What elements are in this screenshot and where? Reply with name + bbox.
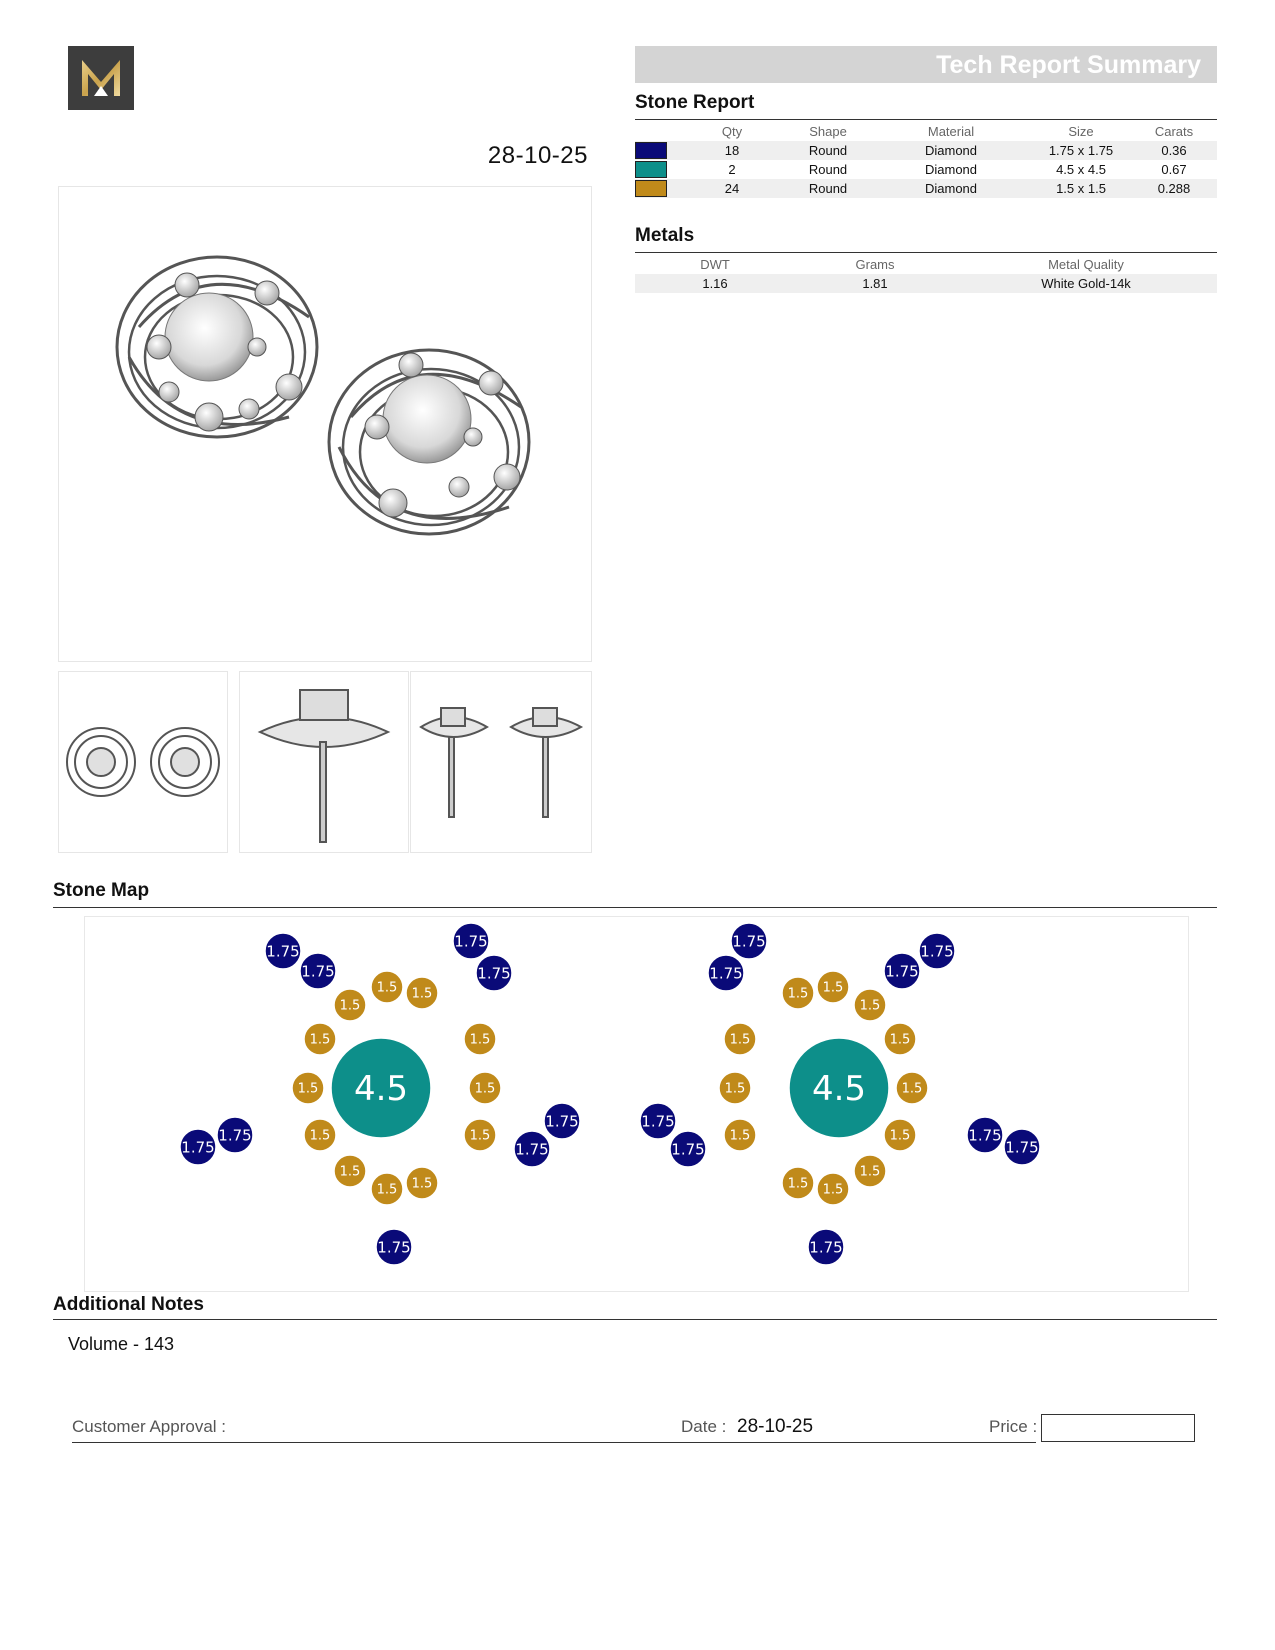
svg-text:1.5: 1.5 (309, 1032, 331, 1048)
table-row: 24 Round Diamond 1.5 x 1.5 0.288 (635, 179, 1217, 198)
stone-1-5 (304, 1119, 336, 1151)
report-title-bar (635, 46, 1217, 83)
stone-1-5 (469, 1072, 501, 1104)
color-swatch (635, 142, 667, 159)
stone-1-75 (217, 1117, 253, 1153)
color-swatch (635, 180, 667, 197)
svg-text:1.5: 1.5 (822, 980, 844, 996)
stone-1-75 (544, 1103, 580, 1139)
svg-text:1.5: 1.5 (724, 1081, 746, 1097)
report-title: Tech Report Summary (936, 51, 1201, 79)
stone-1-5 (782, 1167, 814, 1199)
svg-text:1.5: 1.5 (469, 1032, 491, 1048)
stone-1-75 (300, 953, 336, 989)
metals-table (635, 255, 1217, 293)
svg-text:1.75: 1.75 (181, 1138, 215, 1157)
stone-1-5 (817, 1173, 849, 1205)
notes-title: Additional Notes (53, 1294, 204, 1315)
stone-1-75 (967, 1117, 1003, 1153)
svg-text:1.5: 1.5 (411, 1176, 433, 1192)
svg-text:1.75: 1.75 (809, 1238, 843, 1257)
stone-1-75 (731, 923, 767, 959)
table-row: 18 Round Diamond 1.75 x 1.75 0.36 (635, 141, 1217, 160)
svg-text:1.5: 1.5 (376, 980, 398, 996)
stone-map-title: Stone Map (53, 880, 150, 901)
stone-map-rule (53, 907, 1217, 908)
table-row: 2 Round Diamond 4.5 x 4.5 0.67 (635, 160, 1217, 179)
stone-1-5 (854, 989, 886, 1021)
stone-1-75 (919, 933, 955, 969)
stone-1-5 (817, 971, 849, 1003)
customer-approval-label: Customer Approval : (72, 1417, 227, 1436)
stone-1-5 (334, 1155, 366, 1187)
svg-text:1.5: 1.5 (901, 1081, 923, 1097)
svg-text:1.5: 1.5 (339, 1164, 361, 1180)
svg-text:1.5: 1.5 (376, 1182, 398, 1198)
stone-4-5 (789, 1038, 889, 1138)
metals-title: Metals (635, 225, 695, 246)
thumbnail-side-pair[interactable] (410, 671, 592, 853)
col-dwt: DWT (700, 257, 730, 272)
svg-text:1.5: 1.5 (889, 1032, 911, 1048)
svg-text:1.5: 1.5 (469, 1128, 491, 1144)
price-label: Price : (989, 1417, 1038, 1436)
notes-rule (53, 1319, 1217, 1320)
stone-1-5 (371, 1173, 403, 1205)
stone-1-5 (464, 1023, 496, 1055)
stone-1-75 (476, 955, 512, 991)
stone-1-5 (724, 1023, 756, 1055)
svg-text:1.75: 1.75 (515, 1140, 549, 1159)
svg-text:1.75: 1.75 (641, 1112, 675, 1131)
stone-1-75 (708, 955, 744, 991)
stone-1-75 (884, 953, 920, 989)
col-shape: Shape (809, 124, 847, 139)
stone-1-75 (376, 1229, 412, 1265)
svg-text:1.5: 1.5 (474, 1081, 496, 1097)
stone-1-5 (884, 1023, 916, 1055)
stone-1-5 (334, 989, 366, 1021)
stone-1-75 (180, 1129, 216, 1165)
stone-1-75 (453, 923, 489, 959)
col-carats: Carats (1154, 124, 1194, 139)
svg-text:1.5: 1.5 (339, 998, 361, 1014)
company-logo (68, 46, 134, 110)
svg-text:1.75: 1.75 (671, 1140, 705, 1159)
svg-text:1.75: 1.75 (885, 962, 919, 981)
date-label: Date : (681, 1417, 727, 1436)
stone-4-5 (331, 1038, 431, 1138)
color-swatch (635, 161, 667, 178)
col-grams: Grams (855, 257, 895, 272)
stone-1-5 (782, 977, 814, 1009)
col-material: Material (927, 124, 975, 139)
svg-text:1.5: 1.5 (729, 1128, 751, 1144)
stone-1-5 (371, 971, 403, 1003)
stone-report-table (635, 122, 1217, 198)
svg-text:1.75: 1.75 (454, 932, 488, 951)
stone-1-5 (884, 1119, 916, 1151)
svg-text:1.5: 1.5 (411, 986, 433, 1002)
stone-report-rule (635, 119, 1217, 120)
svg-text:1.75: 1.75 (920, 942, 954, 961)
main-product-image (58, 186, 592, 662)
stone-1-5 (719, 1072, 751, 1104)
stone-1-75 (640, 1103, 676, 1139)
stone-1-5 (896, 1072, 928, 1104)
col-qty: Qty (721, 124, 743, 139)
earring-right (329, 350, 529, 534)
stone-1-5 (292, 1072, 324, 1104)
stone-1-75 (514, 1131, 550, 1167)
thumbnail-side[interactable] (239, 671, 409, 853)
svg-text:1.5: 1.5 (889, 1128, 911, 1144)
earring-left (117, 257, 317, 437)
svg-text:1.5: 1.5 (787, 986, 809, 1002)
stone-1-5 (304, 1023, 336, 1055)
svg-text:1.75: 1.75 (709, 964, 743, 983)
stone-report-title: Stone Report (635, 92, 755, 113)
svg-text:1.75: 1.75 (218, 1126, 252, 1145)
stone-1-75 (1004, 1129, 1040, 1165)
table-row: 1.16 1.81 White Gold-14k (635, 274, 1217, 293)
stone-1-5 (406, 1167, 438, 1199)
svg-text:1.75: 1.75 (477, 964, 511, 983)
svg-text:1.5: 1.5 (859, 1164, 881, 1180)
stone-1-75 (808, 1229, 844, 1265)
svg-text:4.5: 4.5 (353, 1069, 409, 1110)
col-size: Size (1068, 124, 1094, 139)
stone-1-5 (406, 977, 438, 1009)
approval-line (72, 1442, 1036, 1443)
svg-text:1.5: 1.5 (297, 1081, 319, 1097)
notes-text: Volume - 143 (68, 1334, 175, 1354)
svg-text:1.75: 1.75 (545, 1112, 579, 1131)
stone-1-5 (854, 1155, 886, 1187)
svg-text:1.75: 1.75 (732, 932, 766, 951)
svg-text:1.5: 1.5 (822, 1182, 844, 1198)
stone-report-header-row (635, 122, 1217, 141)
svg-text:1.75: 1.75 (266, 942, 300, 961)
stone-1-5 (464, 1119, 496, 1151)
svg-text:1.5: 1.5 (729, 1032, 751, 1048)
svg-text:1.75: 1.75 (377, 1238, 411, 1257)
svg-text:1.5: 1.5 (787, 1176, 809, 1192)
svg-text:1.5: 1.5 (859, 998, 881, 1014)
report-date: 28-10-25 (487, 142, 588, 169)
metals-rule (635, 252, 1217, 253)
date-value: 28-10-25 (737, 1416, 814, 1437)
stone-1-75 (265, 933, 301, 969)
svg-text:1.5: 1.5 (309, 1128, 331, 1144)
svg-text:4.5: 4.5 (811, 1069, 867, 1110)
col-metal-quality: Metal Quality (1048, 257, 1124, 272)
svg-text:1.75: 1.75 (1005, 1138, 1039, 1157)
thumbnail-front[interactable] (58, 671, 228, 853)
stone-1-5 (724, 1119, 756, 1151)
price-field[interactable] (1041, 1414, 1195, 1442)
stone-1-75 (670, 1131, 706, 1167)
svg-text:1.75: 1.75 (301, 962, 335, 981)
stone-map (84, 916, 1189, 1292)
svg-text:1.75: 1.75 (968, 1126, 1002, 1145)
